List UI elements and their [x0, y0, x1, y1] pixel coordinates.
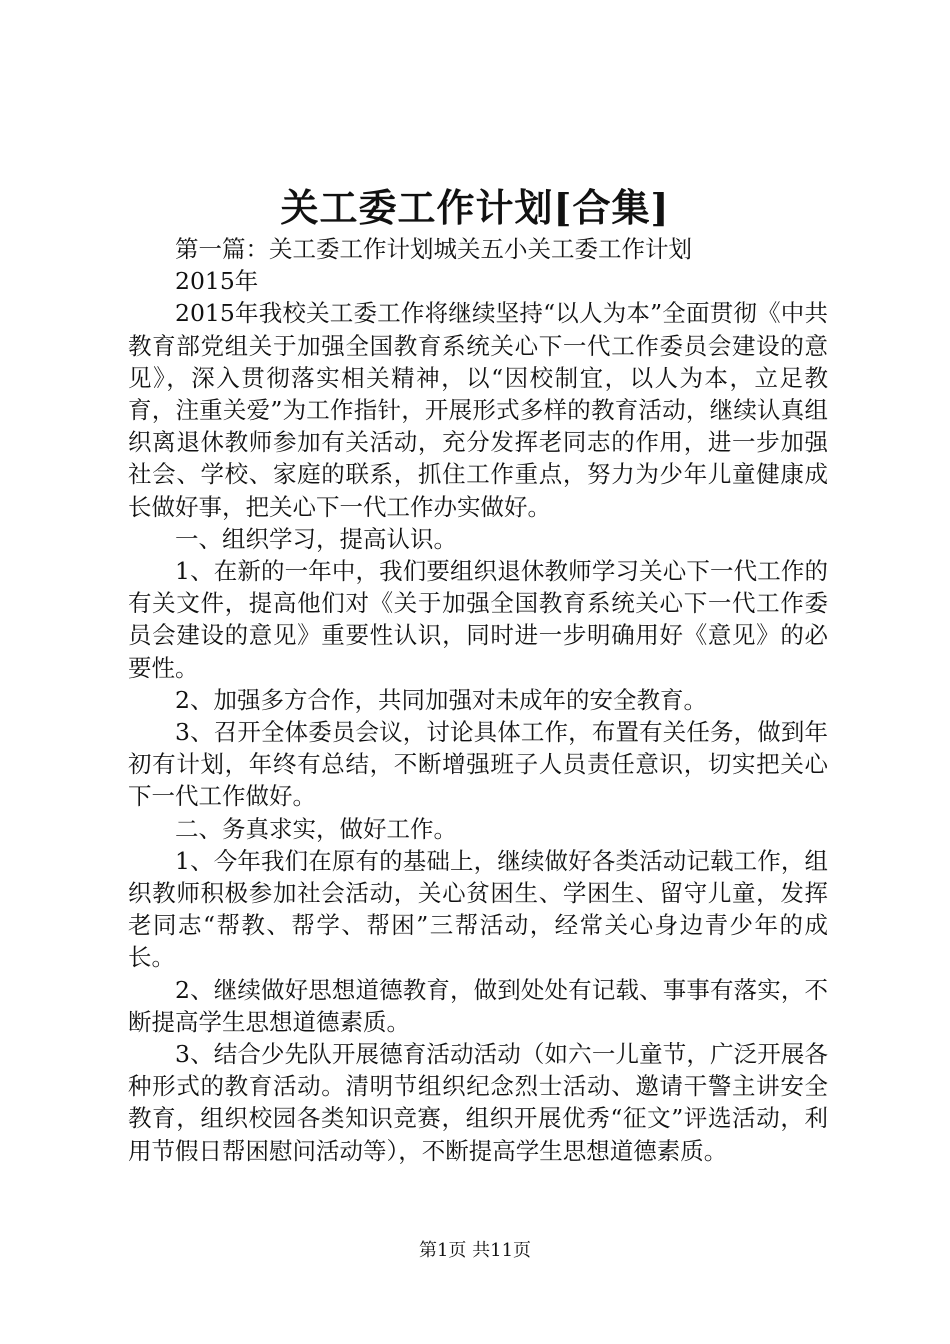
paragraph-heading-1: 一、组织学习，提高认识。	[175, 524, 457, 553]
paragraph-item: 2、加强多方合作，共同加强对未成年的安全教育。	[175, 685, 707, 714]
paragraph-intro: 2015年我校关工委工作将继续坚持“以人为本”全面贯彻《中共教育部党组关于加强全国教育系统关心下一代工作委员会建设的意见》，深入贯彻落实相关精神，以“因校制宜，以人为本，立足教育，注重关爱”为工作指针，开展形式多样的教育活动，继续认真组织离退休教师参加有关活动，充分发挥老同志的作用，进一步加强社会、学校、家庭的联系，抓住工作重点，努力为少年儿童健康成长做好事，把关心下一代工作办实做好。	[128, 299, 828, 521]
paragraph-item: 1、今年我们在原有的基础上，继续做好各类活动记载工作，组织教师积极参加社会活动，关心贫困生、学困生、留守儿童，发挥老同志“帮教、帮学、帮困”三帮活动，经常关心身边青少年的成长。	[128, 846, 828, 972]
paragraph-item: 3、召开全体委员会议，讨论具体工作，布置有关任务，做到年初有计划，年终有总结，不断增强班子人员责任意识，切实把关心下一代工作做好。	[128, 718, 828, 811]
page-number-footer: 第1页 共11页	[418, 1240, 532, 1261]
paragraph-item: 1、在新的一年中，我们要组织退休教师学习关心下一代工作的有关文件，提高他们对《关于加强全国教育系统关心下一代工作委员会建设的意见》重要性认识，同时进一步明确用好《意见》的必要性。	[128, 557, 828, 682]
paragraph-item: 3、结合少先队开展德育活动活动（如六一儿童节，广泛开展各种形式的教育活动。清明节组织纪念烈士活动、邀请干警主讲安全教育，组织校园各类知识竞赛，组织开展优秀“征文”评选活动，利用节假日帮困慰问活动等），不断提高学生思想道德素质。	[128, 1040, 828, 1165]
document-title: 关工委工作计划[合集]	[280, 185, 670, 230]
paragraph-heading-2: 二、务真求实，做好工作。	[175, 814, 457, 843]
paragraph-year: 2015年	[175, 267, 259, 296]
paragraph-section-heading: 第一篇：关工委工作计划城关五小关工委工作计划	[175, 235, 692, 263]
document-body	[128, 233, 828, 1167]
paragraph-item: 2、继续做好思想道德教育，做到处处有记载、事事有落实，不断提高学生思想道德素质。	[128, 975, 828, 1036]
